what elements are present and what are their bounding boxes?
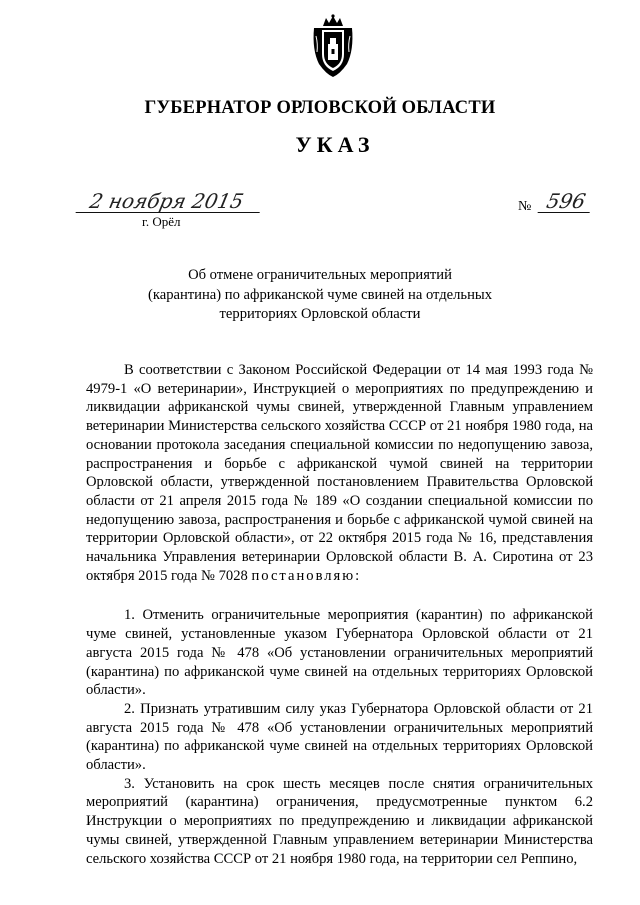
- subject-line: территориях Орловской области: [219, 306, 421, 322]
- handwritten-number: 596: [538, 190, 595, 213]
- coat-of-arms-icon: [309, 14, 357, 78]
- decree-body: [86, 361, 593, 868]
- decree-subject: [120, 266, 520, 325]
- preamble-paragraph: [86, 361, 593, 585]
- subject-line: Об отмене ограничительных мероприятий: [188, 267, 452, 283]
- item-1: 1. Отменить ограничительные мероприятия (карантин) по африканской чуме свиней, установленные указом Губернатора Орловской области от 21 августа 2015 года № 478 «Об установлении ограничительных мероприятий (карантина) по африканской чуме свиней на отдельных территориях Орловской области».: [86, 607, 593, 699]
- item-3: 3. Установить на срок шесть месяцев после снятия ограничительных мероприятий (карантина) ограничения, предусмотренные пунктом 6.2 Инструкции о мероприятиях по предупреждению и ликвидации африканской чумы свиней, утвержденной Главным управлением ветеринарии Министерства сельского хозяйства СССР от 21 ноября 1980 года, на территории сел Реппино,: [86, 775, 593, 867]
- item-2: 2. Признать утратившим силу указ Губернатора Орловской области от 21 августа 2015 года № 478 «Об установлении ограничительных мероприятий (карантина) по африканской чуме свиней на отдельных территориях Орловской области».: [86, 700, 593, 774]
- subject-line: (карантина) по африканской чуме свиней на отдельных: [147, 286, 492, 303]
- issuer-heading: ГУБЕРНАТОР ОРЛОВСКОЙ ОБЛАСТИ: [144, 98, 496, 118]
- preamble-text: В соответствии с Законом Российской Федерации от 14 мая 1993 года № 4979-1 «О ветеринарии», Инструкцией о мероприятиях по предупреждению и ликвидации африканской чумы свиней, утвержденной Главным управлением ветеринарии Министерства сельского хозяйства СССР от 21 ноября 1980 года, на основании протокола заседания специальной комиссии по недопущению завоза, распространения и борьбе с африканской чумой свиней на территории Орловской области, утвержденной постановлением Правительства Орловской области от 21 апреля 2015 года № 189 «О создании специальной комиссии по недопущению завоза, распространения и борьбе с африканской чумой свиней на территории Орловской области», от 22 октября 2015 года № 16, представления начальника Управления ветеринарии Орловской области В. А. Сиротина от 23 октября 2015 года № 7028: [86, 362, 593, 584]
- place-of-issue: г. Орёл: [142, 214, 181, 229]
- decree-word: постановляю:: [251, 567, 362, 584]
- number-label: №: [518, 199, 532, 214]
- document-type-heading: УКАЗ: [295, 132, 375, 157]
- handwritten-date: 2 ноября 2015: [76, 190, 265, 213]
